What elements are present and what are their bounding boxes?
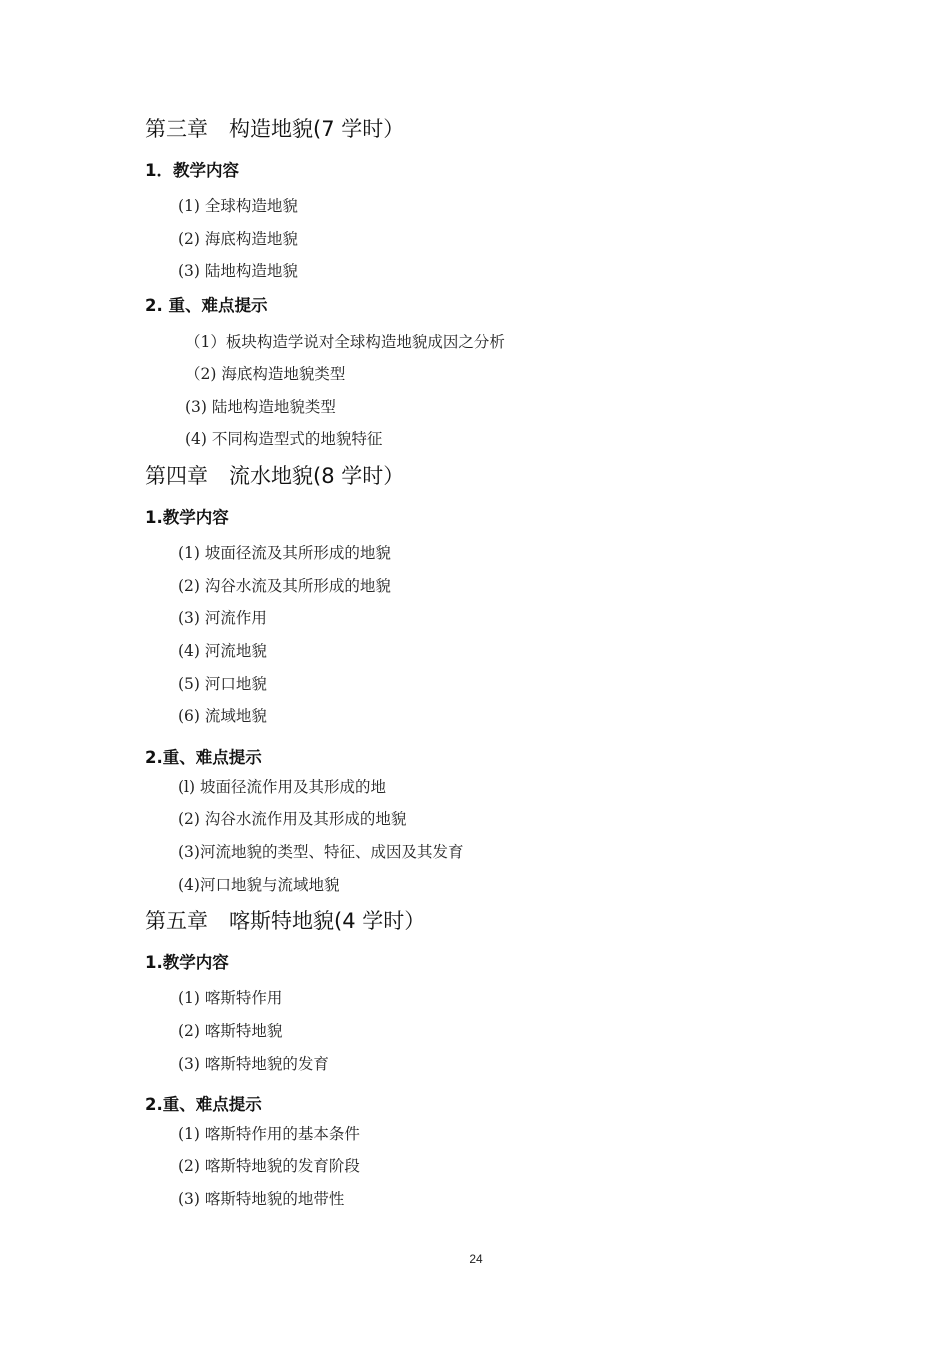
section-heading: 1.教学内容 xyxy=(145,508,229,527)
list-item: (3)河流地貌的类型、特征、成因及其发育 xyxy=(178,843,464,861)
section-heading: 1.教学内容 xyxy=(145,953,229,972)
list-item: (1) 全球构造地貌 xyxy=(178,197,298,215)
list-item: (3) 喀斯特地貌的发育 xyxy=(178,1055,329,1073)
list-item: (4) 河流地貌 xyxy=(178,642,267,660)
list-item: (5) 河口地貌 xyxy=(178,675,267,693)
list-item: (3) 喀斯特地貌的地带性 xyxy=(178,1190,345,1208)
chapter-title: 第四章 流水地貌(8 学时） xyxy=(145,464,405,488)
list-item: （2) 海底构造地貌类型 xyxy=(185,365,346,383)
section-heading: 2.重、难点提示 xyxy=(145,1095,262,1114)
page-number: 24 xyxy=(469,1252,483,1266)
list-item: （1）板块构造学说对全球构造地貌成因之分析 xyxy=(185,333,505,351)
chapter-title: 第三章 构造地貌(7 学时） xyxy=(145,117,405,141)
list-item: (6) 流域地貌 xyxy=(178,707,267,725)
list-item: (2) 沟谷水流作用及其形成的地貌 xyxy=(178,810,407,828)
list-item: (2) 海底构造地貌 xyxy=(178,230,298,248)
list-item: (2) 沟谷水流及其所形成的地貌 xyxy=(178,577,391,595)
list-item: (1) 喀斯特作用 xyxy=(178,989,283,1007)
list-item: (3) 河流作用 xyxy=(178,609,267,627)
chapter-title: 第五章 喀斯特地貌(4 学时） xyxy=(145,909,426,933)
list-item: (3) 陆地构造地貌类型 xyxy=(185,398,336,416)
list-item: (4)河口地貌与流域地貌 xyxy=(178,876,340,894)
section-heading: 1．教学内容 xyxy=(145,161,239,180)
list-item: (3) 陆地构造地貌 xyxy=(178,262,298,280)
list-item: (l) 坡面径流作用及其形成的地 xyxy=(178,778,386,796)
list-item: (2) 喀斯特地貌的发育阶段 xyxy=(178,1157,360,1175)
section-heading: 2.重、难点提示 xyxy=(145,748,262,767)
section-heading: 2. 重、难点提示 xyxy=(145,296,268,315)
list-item: (1) 喀斯特作用的基本条件 xyxy=(178,1125,360,1143)
list-item: (1) 坡面径流及其所形成的地貌 xyxy=(178,544,391,562)
list-item: (2) 喀斯特地貌 xyxy=(178,1022,283,1040)
list-item: (4) 不同构造型式的地貌特征 xyxy=(185,430,383,448)
